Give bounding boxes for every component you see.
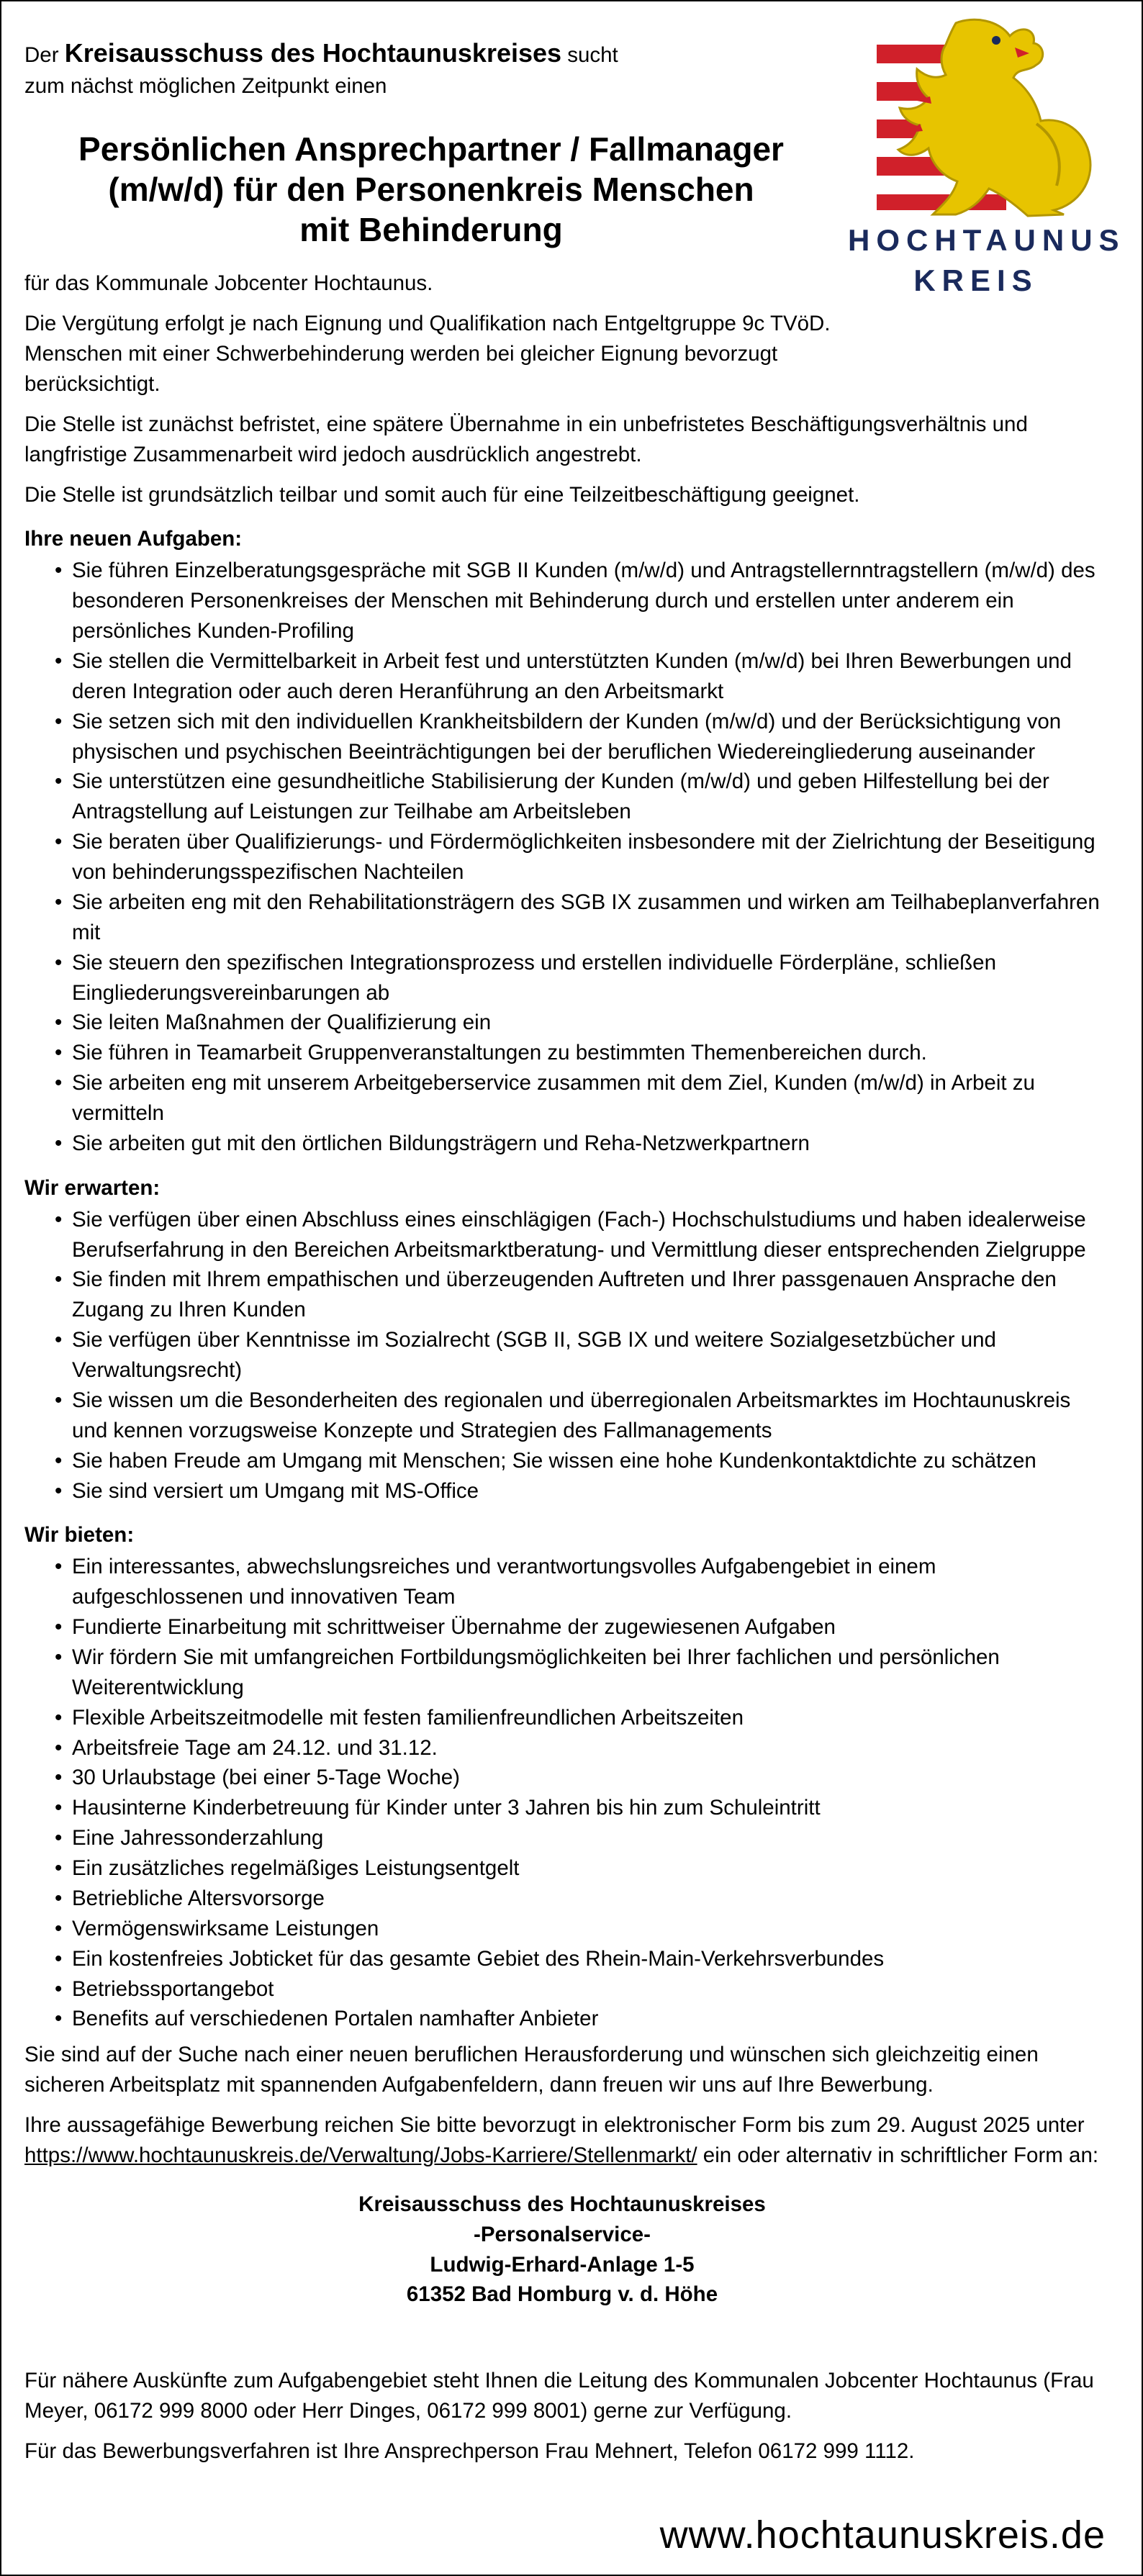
list-item: • Ein interessantes, abwechslungsreiches und verantwortungsvolles Aufgabengebiet in einem aufgeschlossenen und innovativen Team: [55, 1552, 1100, 1612]
address-line2: -Personalservice-: [474, 2222, 651, 2246]
list-item: • Ein kostenfreies Jobticket für das gesamte Gebiet des Rhein-Main-Verkehrsverbundes: [55, 1944, 1100, 1974]
intro-line2: zum nächst möglichen Zeitpunkt einen: [24, 74, 387, 99]
intro-post: sucht: [561, 43, 618, 67]
list-item: • Sie haben Freude am Umgang mit Menschen; Sie wissen eine hohe Kundenkontaktdichte zu schätzen: [55, 1446, 1100, 1476]
address-line4: 61352 Bad Homburg v. d. Höhe: [406, 2282, 718, 2307]
list-item: • Fundierte Einarbeitung mit schrittweiser Übernahme der zugewiesenen Aufgaben: [55, 1612, 1100, 1642]
contact-paragraph: Für nähere Auskünfte zum Aufgabengebiet steht Ihnen die Leitung des Kommunalen Jobcenter Hochtaunus (Frau Meyer, 06172 999 8000 oder Herr Dinges, 06172 999 8001) gerne zur Verfügung.: [24, 2369, 1094, 2423]
list-item: • Sie wissen um die Besonderheiten des regionalen und überregionalen Arbeitsmarktes im Hochtaunuskreis und kennen vorzugsweise Konzepte und Strategien des Fallmanagements: [55, 1386, 1100, 1446]
hochtaunuskreis-logo: [848, 16, 1126, 318]
list-item: • Sie arbeiten eng mit unserem Arbeitgeberservice zusammen mit dem Ziel, Kunden (m/w/d) in Arbeit zu vermitteln: [55, 1068, 1100, 1129]
list-item: • Ein zusätzliches regelmäßiges Leistungsentgelt: [55, 1853, 1100, 1884]
footer-website: www.hochtaunuskreis.de: [659, 2513, 1106, 2557]
job-title: [24, 129, 838, 250]
list-item: • Sie leiten Maßnahmen der Qualifizierung ein: [55, 1008, 1100, 1038]
postal-address: [24, 2189, 1100, 2310]
job-title-line3: mit Behinderung: [299, 211, 563, 249]
closing-paragraph: Sie sind auf der Suche nach einer neuen beruflichen Herausforderung und wünschen sich gleichzeitig einen sicheren Arbeitsplatz mit spannenden Aufgabenfeldern, dann freuen wir uns auf Ihre Bewerbung.: [24, 2043, 1039, 2097]
list-item: • Sie finden mit Ihrem empathischen und überzeugenden Auftreten und Ihrer passgenauen Ansprache den Zugang zu Ihren Kunden: [55, 1265, 1100, 1325]
intro-pre: Der: [24, 43, 65, 67]
list-item: • Vermögenswirksame Leistungen: [55, 1914, 1100, 1944]
application-paragraph: [24, 2110, 1100, 2171]
list-item: • Sie stellen die Vermittelbarkeit in Arbeit fest und unterstützten Kunden (m/w/d) bei Ihren Bewerbungen und deren Integration oder auch deren Heranführung an den Arbeitsmarkt: [55, 646, 1100, 707]
list-item: • Sie arbeiten eng mit den Rehabilitationsträgern des SGB IX zusammen und wirken am Teilhabeplanverfahren mit: [55, 887, 1100, 948]
list-item: • Eine Jahressonderzahlung: [55, 1823, 1100, 1853]
list-item: • Hausinterne Kinderbetreuung für Kinder unter 3 Jahren bis hin zum Schuleintritt: [55, 1793, 1100, 1823]
section-heading-bieten: Wir bieten:: [24, 1523, 135, 1547]
application-text-post: ein oder alternativ in schriftlicher Form an:: [697, 2143, 1099, 2167]
list-item: • Sie steuern den spezifischen Integrationsprozess und erstellen individuelle Förderpläne, schließen Eingliederungsvereinbarungen ab: [55, 948, 1100, 1008]
list-item: • Wir fördern Sie mit umfangreichen Fortbildungsmöglichkeiten bei Ihrer fachlichen und persönlichen Weiterentwicklung: [55, 1642, 1100, 1703]
list-item: • Sie setzen sich mit den individuellen Krankheitsbildern der Kunden (m/w/d) und der Berücksichtigung von physischen und psychischen Beeinträchtigungen bei der beruflichen Wiedereingliederung auseinander: [55, 707, 1100, 767]
section-heading-aufgaben: Ihre neuen Aufgaben:: [24, 527, 243, 551]
employer-name: Kreisausschuss des Hochtaunuskreises: [64, 38, 562, 68]
list-item: • Betriebliche Altersvorsorge: [55, 1884, 1100, 1914]
address-line1: Kreisausschuss des Hochtaunuskreises: [358, 2192, 766, 2216]
logo-text-line1: HOCHTAUNUS: [848, 223, 1126, 257]
salary-paragraph: Die Vergütung erfolgt je nach Eignung und Qualifikation nach Entgeltgruppe 9c TVöD. Menschen mit einer Schwerbehinderung werden bei gleicher Eignung bevorzugt berücksichtigt.: [24, 312, 831, 396]
jobcenter-line: für das Kommunale Jobcenter Hochtaunus.: [24, 271, 433, 296]
list-item: • Flexible Arbeitszeitmodelle mit festen familienfreundlichen Arbeitszeiten: [55, 1703, 1100, 1733]
list-item: • Benefits auf verschiedenen Portalen namhafter Anbieter: [55, 2004, 1100, 2034]
list-item: • Betriebssportangebot: [55, 1974, 1100, 2005]
list-item: • Sie unterstützen eine gesundheitliche Stabilisierung der Kunden (m/w/d) und geben Hilfestellung bei der Antragstellung auf Leistungen zur Teilhabe am Arbeitsleben: [55, 767, 1100, 827]
job-title-line2: (m/w/d) für den Personenkreis Menschen: [108, 171, 754, 209]
list-item: • 30 Urlaubstage (bei einer 5-Tage Woche): [55, 1763, 1100, 1793]
list-item: • Arbeitsfreie Tage am 24.12. und 31.12.: [55, 1733, 1100, 1763]
spacer: [24, 2310, 1100, 2366]
parttime-paragraph: Die Stelle ist grundsätzlich teilbar und somit auch für eine Teilzeitbeschäftigung geeignet.: [24, 482, 860, 507]
list-item: • Sie arbeiten gut mit den örtlichen Bildungsträgern und Reha-Netzwerkpartnern: [55, 1129, 1100, 1159]
coat-of-arms-lion-icon: [848, 16, 1104, 217]
job-portal-link[interactable]: https://www.hochtaunuskreis.de/Verwaltung/Jobs-Karriere/Stellenmarkt/: [24, 2143, 697, 2167]
section-heading-erwarten: Wir erwarten:: [24, 1175, 161, 1200]
address-line3: Ludwig-Erhard-Anlage 1-5: [430, 2252, 695, 2277]
list-item: • Sie führen in Teamarbeit Gruppenveranstaltungen zu bestimmten Themenbereichen durch.: [55, 1038, 1100, 1068]
erwarten-list: [24, 1205, 1100, 1506]
aufgaben-list: [24, 556, 1100, 1159]
list-item: • Sie sind versiert um Umgang mit MS-Office: [55, 1476, 1100, 1506]
contract-paragraph: Die Stelle ist zunächst befristet, eine spätere Übernahme in ein unbefristetes Beschäftigungsverhältnis und langfristige Zusammenarbeit wird jedoch ausdrücklich angestrebt.: [24, 412, 1028, 466]
application-text-pre: Ihre aussagefähige Bewerbung reichen Sie bitte bevorzugt in elektronischer Form bis zum 29. August 2025 unter: [24, 2113, 1085, 2138]
list-item: • Sie führen Einzelberatungsgespräche mit SGB II Kunden (m/w/d) und Antragstellernntragstellern (m/w/d) des besonderen Personenkreises der Menschen mit Behinderung durch und erstellen unter anderem ein persönliches Kunden-Profiling: [55, 556, 1100, 646]
bieten-list: [24, 1552, 1100, 2034]
application-contact-paragraph: Für das Bewerbungsverfahren ist Ihre Ansprechperson Frau Mehnert, Telefon 06172 999 1112.: [24, 2439, 915, 2464]
list-item: • Sie beraten über Qualifizierungs- und Fördermöglichkeiten insbesondere mit der Zielrichtung der Beseitigung von behinderungsspezifischen Nachteilen: [55, 827, 1100, 887]
list-item: • Sie verfügen über Kenntnisse im Sozialrecht (SGB II, SGB IX und weitere Sozialgesetzbücher und Verwaltungsrecht): [55, 1325, 1100, 1386]
logo-text-line2: KREIS: [913, 263, 1039, 297]
list-item: • Sie verfügen über einen Abschluss eines einschlägigen (Fach-) Hochschulstudiums und haben idealerweise Berufserfahrung in den Bereichen Arbeitsmarktberatung- und Vermittlung dieser entsprechenden Zielgruppe: [55, 1205, 1100, 1265]
job-title-line1: Persönlichen Ansprechpartner / Fallmanager: [78, 130, 784, 168]
intro: [24, 35, 816, 101]
